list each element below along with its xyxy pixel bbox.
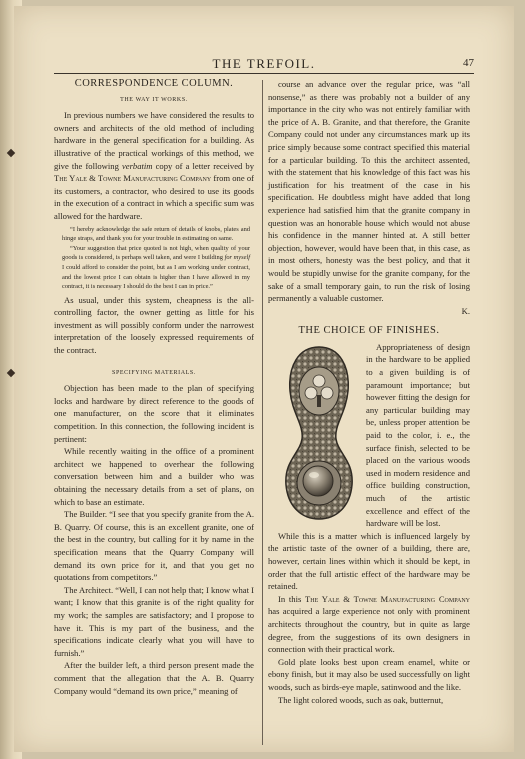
- running-header: [54, 56, 474, 74]
- paragraph: After the builder left, a third person present made the comment that the allegation that the A. B. Quarry Company would “demand its own price,” meaning of: [54, 660, 254, 696]
- paragraph: The Architect. “Well, I can not help that; I know what I want; I know that this granite is of the right quality for my work; the samples are satisfactory; and I propose to have it. This is my part of the business, and the specifications indicate clearly what you will have to furnish.”: [54, 584, 254, 658]
- subheading-specifying-materials: SPECIFYING MATERIALS.: [112, 369, 196, 376]
- letter-quote: “I hereby acknowledge the safe return of details of knobs, plates and hinge straps, and thank you for your trouble in estimating on same. “Your suggestion that price quoted is not high, when quality of your goods is considered, is perhaps well taken, and were I building for myself I could afford to consider the point, but as I am working under contract, and the lowest price I can obtain is higher than I have allowed in my contract, it is necessary I should do the best I can in price.”: [62, 225, 250, 291]
- paragraph: While recently waiting in the office of a prominent architect we happened to overhear the following conversation between him and a builder who was obtaining the necessary details from a set of plans, on which to base an estimate.: [54, 446, 254, 507]
- left-column: [54, 78, 254, 697]
- right-column: [268, 78, 470, 706]
- page-number: 47: [463, 57, 474, 69]
- section-title-choice-of-finishes: THE CHOICE OF FINISHES.: [298, 325, 440, 337]
- journal-title: THE TREFOIL.: [212, 56, 316, 71]
- paragraph: Gold plate looks best upon cream enamel, white or ebony finish, but it may also be used successfully on light woods, such as birds-eye maple, satinwood and the like.: [268, 656, 470, 692]
- paragraph: Appropriateness of design in the hardware to be applied to a given building is of paramount importance; but however fitting the design for any particular building may be, unless proper attention be paid to the color, i. e., the surface finish, selected to be placed on the various woods used in modern residence and office building construction, much of the artistic excellence and effect of the hardware will be lost.: [366, 341, 470, 529]
- paragraph: course an advance over the regular price, was “all nonsense,” as there was probably not a builder of any importance in the city who was not entirely familiar with the price of A. B. Granite, and that therefore, the Granite Company could not under any circumstances mark up its price simply because some contract specified this material for a particular building. To this the architect assented, with the statement that his knowledge of this fact was his justification for his treatment of the case in his specification. He doubtless might have added that long experience had satisfied him that the granite company in question was an honorable house which would not abuse his confidence in the manner hinted at. A still better objection, however, would have been that, in this case, as in most others, honesty was the best policy, and that it would be stupidly unwise for the granite company, for the sake of a small temporary gain, to run the risk of losing permanently a valuable customer.: [268, 79, 470, 304]
- paragraph: In this The Yale & Towne Manufacturing Company has acquired a large experience not only with prominent architects throughout the country, but in quite as large degree, from the suggestions of its own designers in connection with their practical work.: [268, 593, 470, 655]
- paragraph: Objection has been made to the plan of specifying locks and hardware by direct reference to the goods of one manufacturer, on the score that it eliminates competition. In this connection, the following incident is pertinent:: [54, 383, 254, 444]
- paragraph: As usual, under this system, cheapness is the all-controlling factor, the owner getting as little for his investment as will possibly conform under the narrowest interpretation of the loosely expressed requirements of the contract.: [54, 294, 254, 356]
- header-rule: [54, 73, 474, 74]
- paragraph: While this is a matter which is influenced largely by the artistic taste of the owner of a building, there are, however, certain lines within which it should be kept, in order that the full artistic effect of the hardware may be retained.: [268, 530, 470, 592]
- column-divider: [262, 80, 263, 745]
- signature: K.: [461, 305, 470, 316]
- section-title-correspondence: CORRESPONDENCE COLUMN.: [74, 78, 234, 89]
- paragraph: The light colored woods, such as oak, butternut,: [278, 694, 444, 705]
- paragraph: The Builder. “I see that you specify granite from the A. B. Quarry. Of course, this is an excellent granite, one of the best in the country, but calling for it by name in the specification means that the Quarry Company will demand its own price for it, and that you get no quotations from competitors.”: [54, 509, 254, 583]
- ornate-door-escutcheon-illustration: [278, 343, 360, 523]
- paragraph: In previous numbers we have considered the results to owners and architects of the old method of including hardware in the general specification for a building. As illustrative of the practical workings of this method, we give the following verbatim copy of a letter received by The Yale & Towne Manufacturing Company from one of its customers, a contractor, who desired to use its goods in the execution of a contract in which a specific sum was allowed for the hardware.: [54, 110, 254, 221]
- subheading-way-it-works: THE WAY IT WORKS.: [120, 96, 188, 103]
